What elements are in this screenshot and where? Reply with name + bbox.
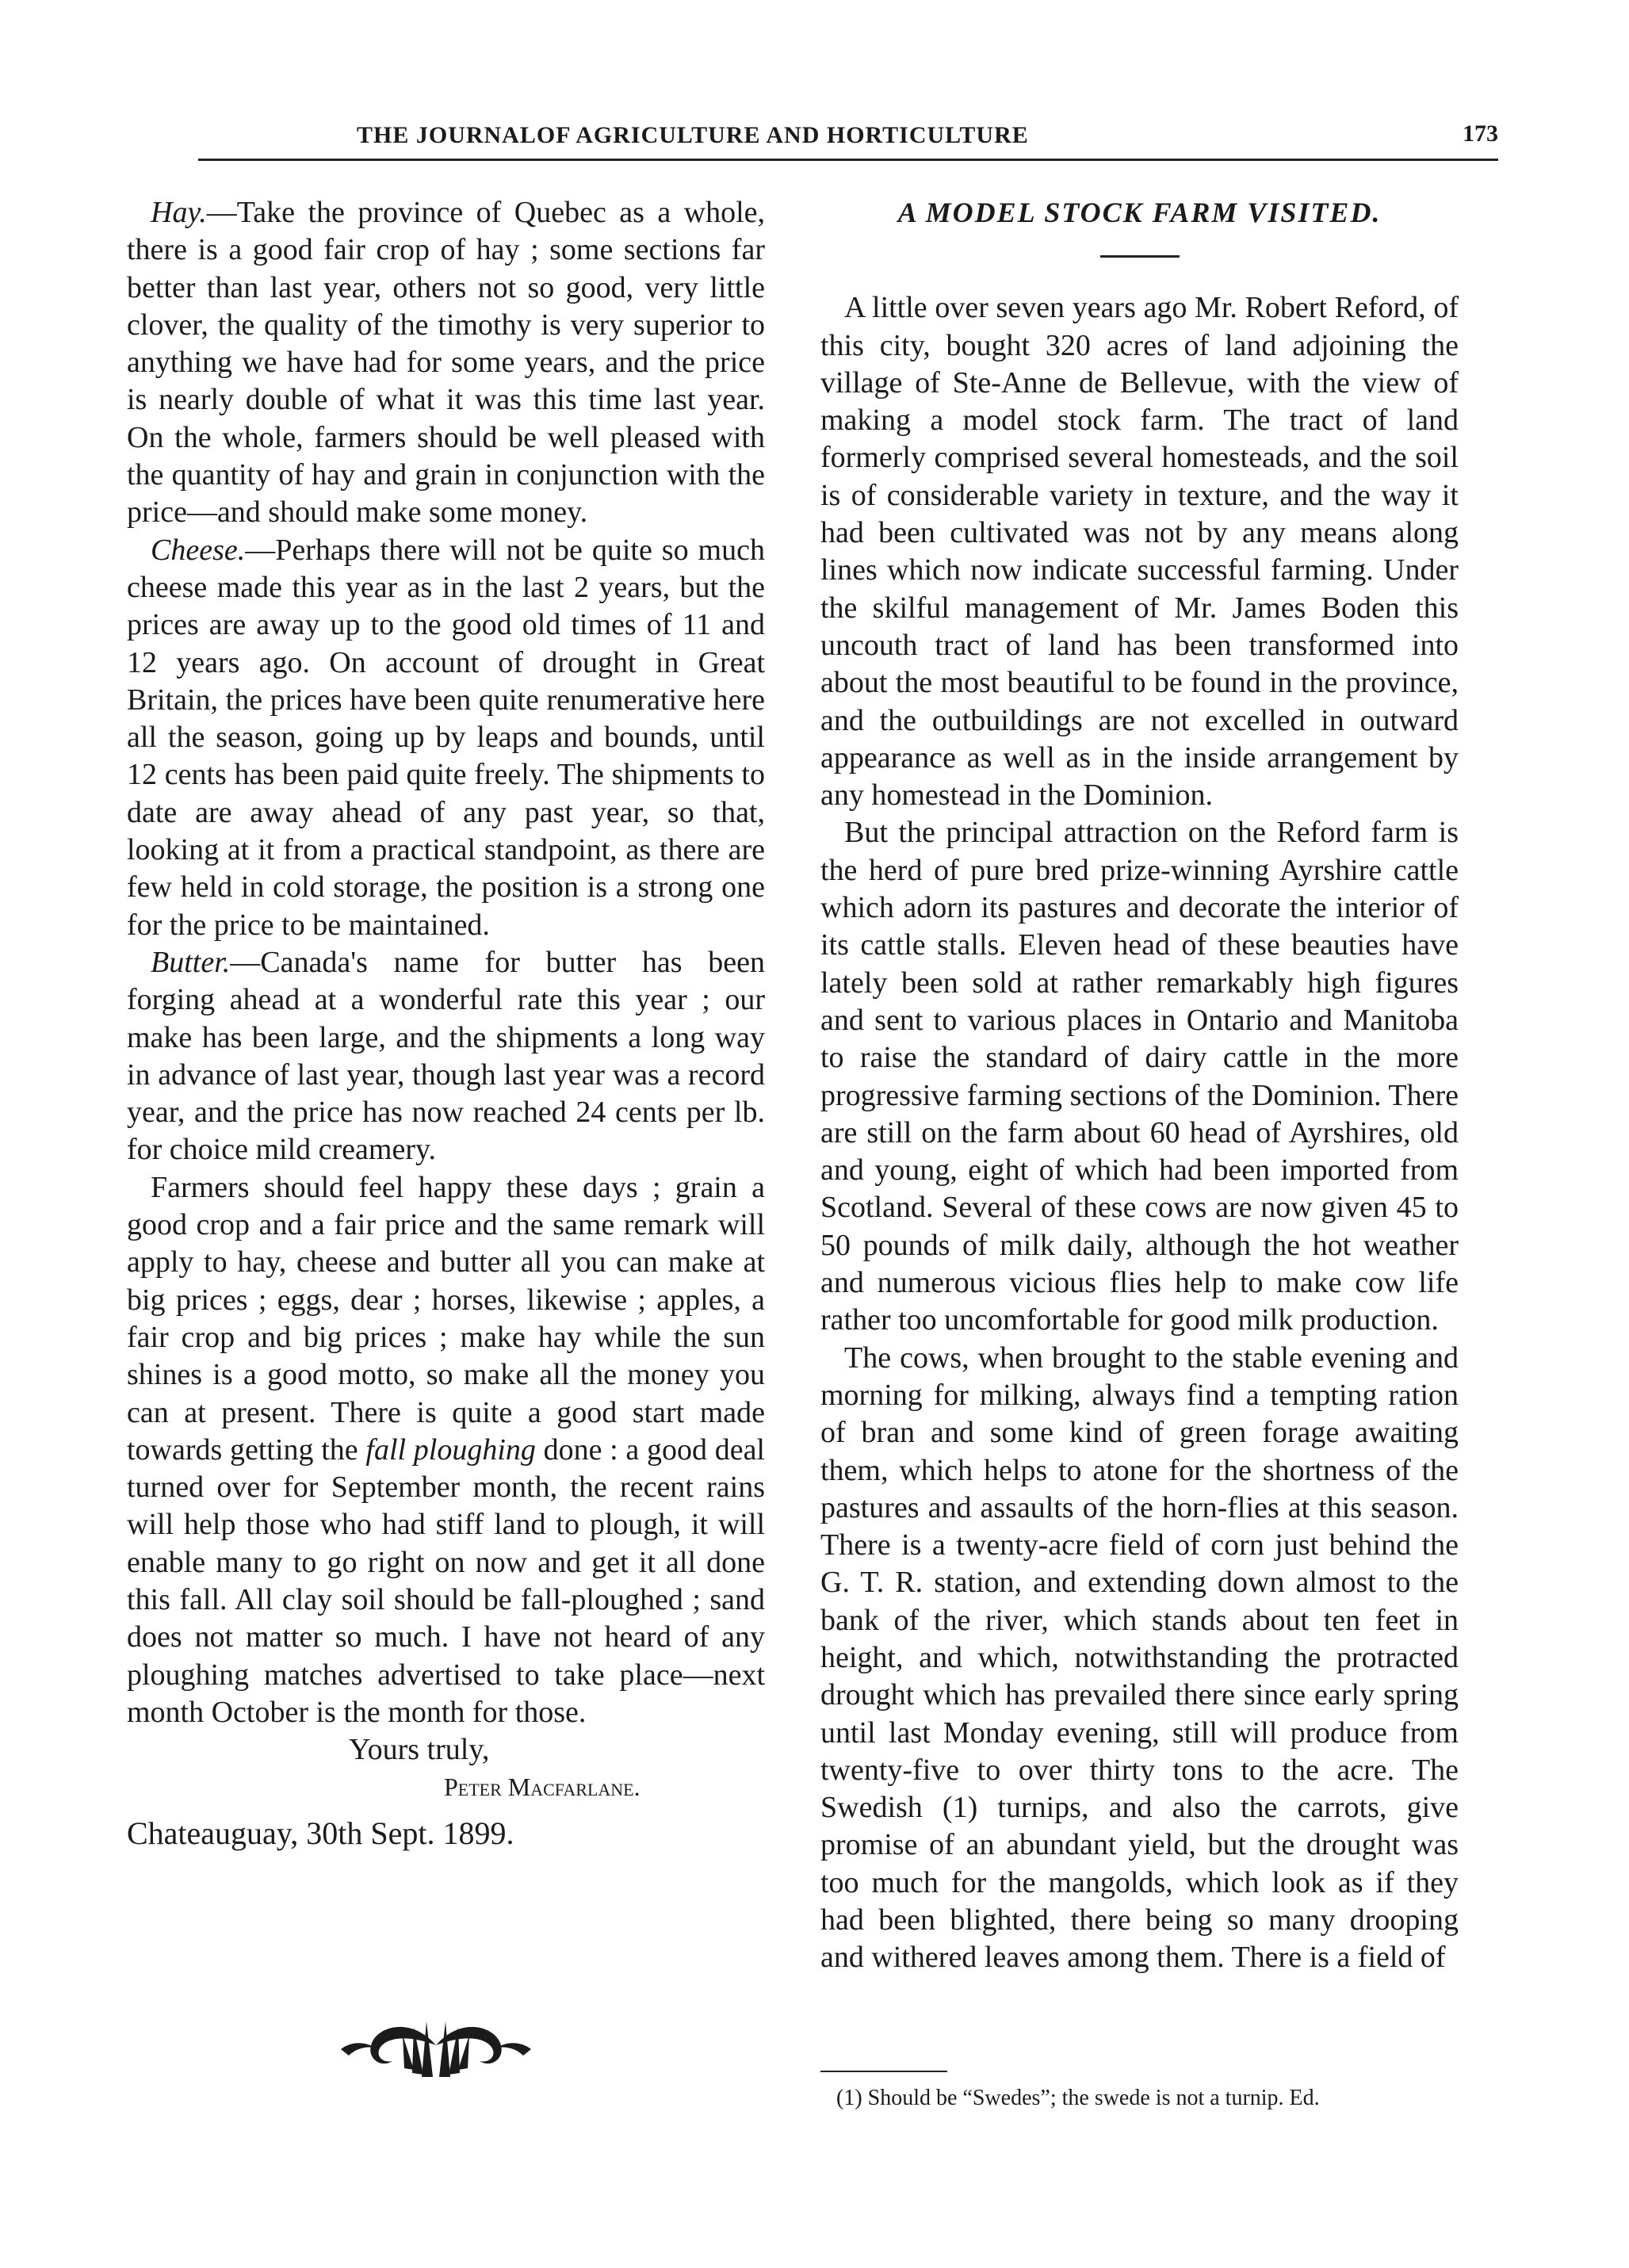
ornament bbox=[325, 2002, 547, 2089]
article-paragraph: The cows, when brought to the stable evening and morning for milking, always find a tempting ration of bran and some kind of green forage awaiting them, which helps to atone for the shortness of the pastures and assaults of the horn-flies at this season. There is a twenty-acre field of corn just behind the G. T. R. station, and extending down almost to the bank of the river, which stands about ten feet in height, and which, notwithstanding the protracted drought which has prevailed there since early spring until last Monday evening, still will produce from twenty-five to over thirty tons to the acre. The Swedish (1) turnips, and also the carrots, give promise of an abundant yield, but the drought was too much for the mangolds, which look as if they had been blighted, there being so many drooping and withered leaves among them. There is a field of bbox=[820, 1341, 1459, 1975]
header-rule bbox=[198, 159, 1498, 161]
cheese-heading: Cheese. bbox=[151, 533, 246, 567]
hay-text: —Take the province of Quebec as a whole, there is a good fair crop of hay ; some sections far better than last year, others not so good, very little clover, the quality of the timothy is very superior to anything we have had for some years, and the price is nearly double of what it was this time last year. On the whole, farmers should be well pleased with the quantity of hay and grain in conjunction with the price—and should make some money. bbox=[127, 196, 765, 530]
cheese-paragraph bbox=[127, 532, 765, 944]
hay-heading: Hay. bbox=[151, 196, 207, 229]
title-rule bbox=[1100, 255, 1180, 258]
signoff bbox=[127, 1731, 765, 1807]
page-number: 173 bbox=[1463, 120, 1498, 147]
cheese-text: —Perhaps there will not be quite so much cheese made this year as in the last 2 years, but the prices are away up to the good old times of 11 and 12 years ago. On account of drought in Great Britain, the prices have been quite renumerative here all the season, going up by leaps and bounds, until 12 cents has been paid quite freely. The shipments to date are away ahead of any past year, so that, looking at it from a practical standpoint, as there are few held in cold storage, the position is a strong one for the price to be maintained. bbox=[127, 533, 765, 942]
closing: Yours truly, bbox=[349, 1733, 490, 1767]
signature: Peter Macfarlane. bbox=[444, 1773, 641, 1802]
left-column bbox=[127, 194, 765, 1852]
fall-ploughing-phrase: fall ploughing bbox=[365, 1432, 536, 1467]
farmers-text-before: Farmers should feel happy these days ; grain a good crop and a fair price and the same remark will apply to hay, cheese and butter all you can make at big prices ; eggs, dear ; horses, likewise ; apples, a fair crop and big prices ; make hay while the sun shines is a good motto, so make all the money you can at present. There is quite a good start made towards getting the bbox=[127, 1170, 765, 1467]
footnote: (1) Should be “Swedes”; the swede is not a turnip. Ed. bbox=[836, 2086, 1320, 2110]
running-head: THE JOURNALOF AGRICULTURE AND HORTICULTURE bbox=[357, 122, 1029, 148]
farmers-text-after: done : a good deal turned over for September month, the recent rains will help those who had stiff land to plough, it will enable many to go right on now and get it all done this fall. All clay soil should be fall-ploughed ; sand does not matter so much. I have not heard of any ploughing matches advertised to take place—next month October is the month for those. bbox=[127, 1432, 765, 1729]
farmers-paragraph bbox=[127, 1169, 765, 1731]
butter-heading: Butter. bbox=[151, 945, 231, 979]
page-header bbox=[198, 119, 1498, 166]
butter-text: —Canada's name for butter has been forging ahead at a wonderful rate this year ; our make has been large, and the shipments a long way in advance of last year, though last year was a record year, and the price has now reached 24 cents per lb. for choice mild creamery. bbox=[127, 945, 765, 1167]
dateline: Chateauguay, 30th Sept. 1899. bbox=[127, 1815, 514, 1851]
right-column bbox=[820, 194, 1459, 1977]
footnote-rule bbox=[820, 2071, 947, 2072]
article-paragraph: A little over seven years ago Mr. Robert Reford, of this city, bought 320 acres of land adjoining the village of Ste-Anne de Bellevue, with the view of making a model stock farm. The tract of land formerly comprised several homesteads, and the soil is of considerable variety in texture, and the way it had been cultivated was not by any means along lines which now indicate successful farming. Under the skilful management of Mr. James Boden this uncouth tract of land has been transformed into about the most beautiful to be found in the province, and the outbuildings are not excelled in outward appearance as well as in the inside arrangement by any homestead in the Dominion. bbox=[820, 291, 1459, 813]
hay-paragraph bbox=[127, 194, 765, 532]
article-title: A MODEL STOCK FARM VISITED. bbox=[897, 197, 1382, 228]
butter-paragraph bbox=[127, 944, 765, 1169]
article-paragraph: But the principal attraction on the Reford farm is the herd of pure bred prize-winning Ayrshire cattle which adorn its pastures and decorate the interior of its cattle stalls. Eleven head of these beauties have lately been sold at rather remarkably high figures and sent to various places in Ontario and Manitoba to raise the standard of dairy cattle in the more progressive farming sections of the Dominion. There are still on the farm about 60 head of Ayrshires, old and young, eight of which had been imported from Scotland. Several of these cows are now given 45 to 50 pounds of milk daily, although the hot weather and numerous vicious flies help to make cow life rather too uncomfortable for good milk production. bbox=[820, 816, 1459, 1337]
